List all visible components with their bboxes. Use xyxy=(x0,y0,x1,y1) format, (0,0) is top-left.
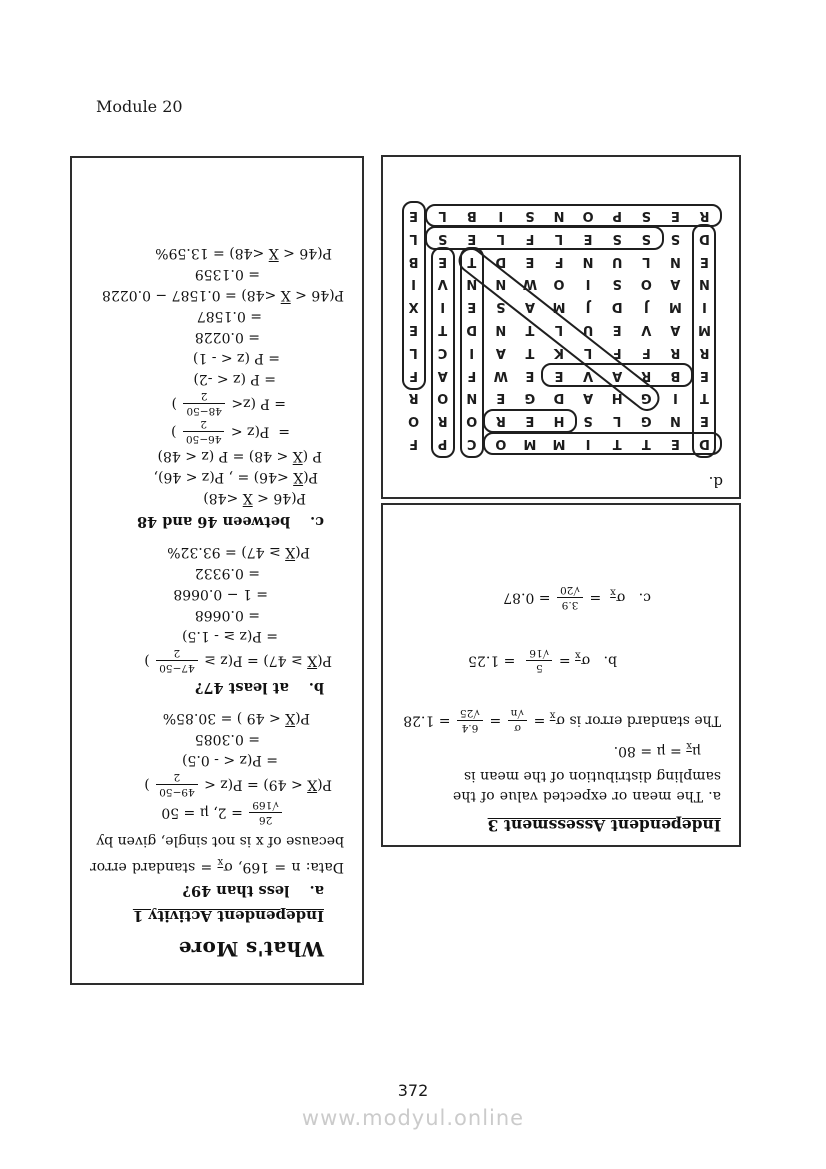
grid-letter: L xyxy=(583,344,593,360)
formula-line: = 1 − 0.0668 xyxy=(173,586,268,602)
grid-letter: U xyxy=(582,322,594,338)
grid-letter: L xyxy=(409,230,418,246)
paragraph: Data: n = 169, $\sigma_{\overline{x}}$ = standard error because of x is not single, given by xyxy=(90,833,344,875)
grid-letter: N xyxy=(495,322,507,338)
grid-letter: D xyxy=(611,299,623,315)
grid-letter: N xyxy=(699,276,710,292)
grid-letter: L xyxy=(554,322,564,338)
item-label: a. xyxy=(309,882,324,899)
grid-letter: L xyxy=(496,230,505,246)
grid-letter: M xyxy=(668,299,682,315)
activity-heading: Independent Activity 1 xyxy=(132,907,324,925)
grid-letter: T xyxy=(612,436,622,452)
grid-letter: K xyxy=(553,344,565,360)
grid-letter: R xyxy=(495,413,506,429)
watermark: www.modyul.online xyxy=(301,1106,525,1130)
grid-letter: A xyxy=(612,367,623,383)
grid-letter: E xyxy=(438,253,448,269)
grid-letter: L xyxy=(554,230,564,246)
formula-line: = 0.1359 xyxy=(194,266,260,282)
grid-letter: I xyxy=(672,390,678,406)
formula-line: = P(z < - 0.5) xyxy=(182,752,278,768)
grid-letter: E xyxy=(670,436,680,452)
grid-letter: C xyxy=(437,344,448,360)
grid-letter: T xyxy=(525,344,535,360)
grid-letter: W xyxy=(522,276,538,292)
grid-letter: M xyxy=(523,436,537,452)
grid-letter: S xyxy=(612,276,622,292)
formula-line: $P(46 < \overline{X} <48) = 0.1587 - 0.0228$ xyxy=(102,287,344,303)
grid-letter: S xyxy=(496,299,506,315)
assessment-rotated-content xyxy=(383,505,739,845)
grid-letter: J xyxy=(585,299,591,315)
grid-letter: F xyxy=(467,367,477,383)
grid-letter: A xyxy=(670,276,681,292)
formula-line: $P(\overline{X} <46)$ = , P(z < 46), xyxy=(153,469,318,485)
grid-letter: A xyxy=(495,344,506,360)
formula-line: $P(\overline{X} \ge 47) = P(z$ ≥ 47−50 2 ) xyxy=(144,647,332,674)
formula-line: = 0.0228 xyxy=(194,329,260,345)
grid-letter: N xyxy=(582,253,594,269)
grid-letter: N xyxy=(669,253,681,269)
grid-letter: F xyxy=(409,436,418,452)
grid-letter: S xyxy=(641,207,651,223)
grid-letter: B xyxy=(466,207,477,223)
grid-letter: O xyxy=(640,276,652,292)
word-search-rotated-content xyxy=(383,157,739,497)
formula-line: $P(\overline{X} < 49$ ) = 30.85% xyxy=(162,710,310,726)
grid-letter: T xyxy=(525,322,535,338)
grid-letter: E xyxy=(409,322,418,338)
item-label: c. xyxy=(310,513,324,530)
formula-line: P $(\overline{X} < 48) = P$ (z < 48) xyxy=(157,448,322,464)
found-word-outline-flexible xyxy=(402,201,426,390)
grid-letter: N xyxy=(466,276,478,292)
grid-letter: I xyxy=(585,436,591,452)
word-search-box xyxy=(381,155,741,499)
grid-letter: S xyxy=(525,207,535,223)
found-word-outline-committed xyxy=(483,432,722,456)
page-number: 372 xyxy=(397,1081,429,1100)
module-header: Module 20 xyxy=(96,97,183,116)
formula-line: $P(46 < \overline{X} <48) = 13.59\%$ xyxy=(155,245,332,261)
grid-letter: E xyxy=(700,413,709,429)
grid-letter: V xyxy=(437,276,448,292)
formula-line: = P(z < 46−50 2 ) xyxy=(171,418,290,445)
grid-letter: A xyxy=(524,299,535,315)
grid-letter: E xyxy=(612,322,622,338)
grid-letter: E xyxy=(467,230,477,246)
grid-letter: D xyxy=(466,322,478,338)
grid-letter: R xyxy=(670,344,681,360)
grid-letter: B xyxy=(408,253,419,269)
grid-letter: O xyxy=(466,413,478,429)
grid-letter: E xyxy=(525,413,535,429)
formula-line: 26 √169 = 2, μ = 50 xyxy=(84,799,284,826)
grid-letter: I xyxy=(585,276,591,292)
grid-letter: F xyxy=(612,344,622,360)
grid-letter: I xyxy=(702,299,707,315)
grid-letter: A xyxy=(583,390,594,406)
found-word-outline-selfless xyxy=(425,226,664,250)
grid-letter: O xyxy=(582,207,594,223)
grid-letter: F xyxy=(641,344,651,360)
grid-letter: H xyxy=(611,390,623,406)
word-search-grid xyxy=(399,204,719,455)
grid-letter: N xyxy=(553,207,565,223)
grid-letter: M xyxy=(698,322,711,338)
grid-letter: M xyxy=(552,436,566,452)
grid-letter: L xyxy=(438,207,447,223)
item-text: between 46 and 48 xyxy=(136,513,291,530)
found-word-outline-determined xyxy=(692,224,716,458)
grid-letter: E xyxy=(554,367,564,383)
grid-letter: E xyxy=(670,207,680,223)
grid-letter: O xyxy=(495,436,507,452)
grid-letter: I xyxy=(411,276,416,292)
formula-line: = 0.9332 xyxy=(194,565,260,581)
grid-letter: H xyxy=(553,413,565,429)
grid-letter: A xyxy=(437,367,448,383)
grid-letter: I xyxy=(469,344,475,360)
formula-line: = 0.3085 xyxy=(194,731,260,747)
grid-letter: R xyxy=(437,413,448,429)
grid-letter: P xyxy=(437,436,448,452)
item-heading xyxy=(84,882,324,899)
grid-letter: G xyxy=(524,390,536,406)
formula-line: = P (z < -2) xyxy=(193,371,276,387)
formula-line: = 0.1587 xyxy=(196,308,262,324)
grid-letter: E xyxy=(525,367,535,383)
grid-letter: E xyxy=(700,253,709,269)
grid-letter: D xyxy=(553,390,565,406)
formula-line: = 0.0668 xyxy=(194,607,260,623)
grid-letter: E xyxy=(583,230,593,246)
grid-letter: R xyxy=(641,367,652,383)
grid-letter: R xyxy=(408,390,419,406)
grid-letter: F xyxy=(409,367,418,383)
assessment-box xyxy=(381,503,741,847)
grid-letter: S xyxy=(670,230,681,246)
found-word-outline-proactive xyxy=(431,247,455,458)
grid-letter: V xyxy=(641,322,652,338)
grid-letter: D xyxy=(699,230,710,246)
grid-letter: B xyxy=(670,367,681,383)
grid-letter: S xyxy=(612,230,622,246)
grid-letter: L xyxy=(613,413,622,429)
grid-letter: R xyxy=(699,207,710,223)
formula-line: $P(\overline{X} < 49) = P(z$ < 49−50 2 ) xyxy=(144,771,332,798)
grid-letter: N xyxy=(495,276,507,292)
item-heading xyxy=(84,679,324,696)
grid-letter: S xyxy=(583,413,593,429)
grid-letter: F xyxy=(525,230,535,246)
grid-letter: M xyxy=(552,299,566,315)
grid-letter: O xyxy=(553,276,565,292)
word-search-item-label: d. xyxy=(708,473,723,491)
formula-line: = P(z ≥ - 1.5) xyxy=(182,628,278,644)
formula-line: = P (z < - 1) xyxy=(192,350,280,366)
formula-line: $P(\overline{X} \ge 47) = 93.32\%$ xyxy=(167,544,310,560)
grid-letter: E xyxy=(409,207,418,223)
grid-letter: E xyxy=(496,390,506,406)
formula-line: $\mu_{\overline{x}} = \mu = 80$. xyxy=(613,740,701,759)
grid-letter: F xyxy=(554,253,564,269)
grid-letter: C xyxy=(466,436,477,452)
found-word-outline-hero xyxy=(483,409,576,433)
grid-letter: D xyxy=(699,436,710,452)
grid-letter: S xyxy=(437,230,448,246)
grid-letter: O xyxy=(437,390,449,406)
whats-more-lines xyxy=(72,224,362,983)
formula-line: = P (z< 48−50 2 ) xyxy=(171,390,286,417)
formula-line: b. $\sigma_{\overline{x}}$ = 5 √16 = 1.25 xyxy=(468,647,617,675)
formula-line: c. $\sigma_{\overline{x}}$ = 3.9 √20 = 0.87 xyxy=(503,584,651,611)
grid-letter: P xyxy=(612,207,622,223)
assessment-lines xyxy=(393,582,729,807)
assessment-content xyxy=(383,571,739,846)
grid-letter: I xyxy=(440,299,446,315)
item-text: less than 49? xyxy=(182,882,290,899)
grid-letter: T xyxy=(438,322,448,338)
grid-letter: G xyxy=(640,390,652,406)
item-label: b. xyxy=(308,679,324,696)
grid-letter: W xyxy=(493,367,509,383)
grid-letter: J xyxy=(643,299,649,315)
grid-letter: E xyxy=(700,367,709,383)
grid-letter: O xyxy=(408,413,420,429)
grid-letter: V xyxy=(583,367,594,383)
grid-letter: U xyxy=(611,253,623,269)
grid-letter: T xyxy=(641,436,651,452)
grid-letter: I xyxy=(498,207,504,223)
grid-letter: T xyxy=(700,390,709,406)
found-word-outline-responsible xyxy=(425,204,722,228)
grid-letter: R xyxy=(699,344,710,360)
whats-more-box xyxy=(70,156,364,985)
grid-letter: S xyxy=(641,230,651,246)
grid-letter: D xyxy=(495,253,507,269)
item-text: at least 47? xyxy=(194,679,289,696)
section-title: What's More xyxy=(178,937,324,961)
grid-letter: N xyxy=(669,413,681,429)
grid-letter: N xyxy=(466,390,478,406)
grid-letter: E xyxy=(467,299,477,315)
formula-line: $P(46 < \overline{X} <48)$ xyxy=(203,490,306,506)
grid-letter: T xyxy=(467,253,477,269)
grid-letter: E xyxy=(525,253,535,269)
grid-letter: L xyxy=(409,344,418,360)
assessment-title: Independent Assessment 3 xyxy=(487,816,721,835)
paragraph: a. The mean or expected value of the sampling distribution of the mean is xyxy=(453,768,721,804)
grid-letter: L xyxy=(642,253,651,269)
grid-letter: X xyxy=(408,299,419,315)
whats-more-rotated-content xyxy=(72,158,362,983)
grid-letter: G xyxy=(640,413,652,429)
grid-letter: A xyxy=(670,322,681,338)
item-heading xyxy=(84,513,324,530)
formula-line: The standard error is $\sigma_{\overline{x}}$ = σ √n = 6.4 √25 = 1.28 xyxy=(403,707,721,734)
